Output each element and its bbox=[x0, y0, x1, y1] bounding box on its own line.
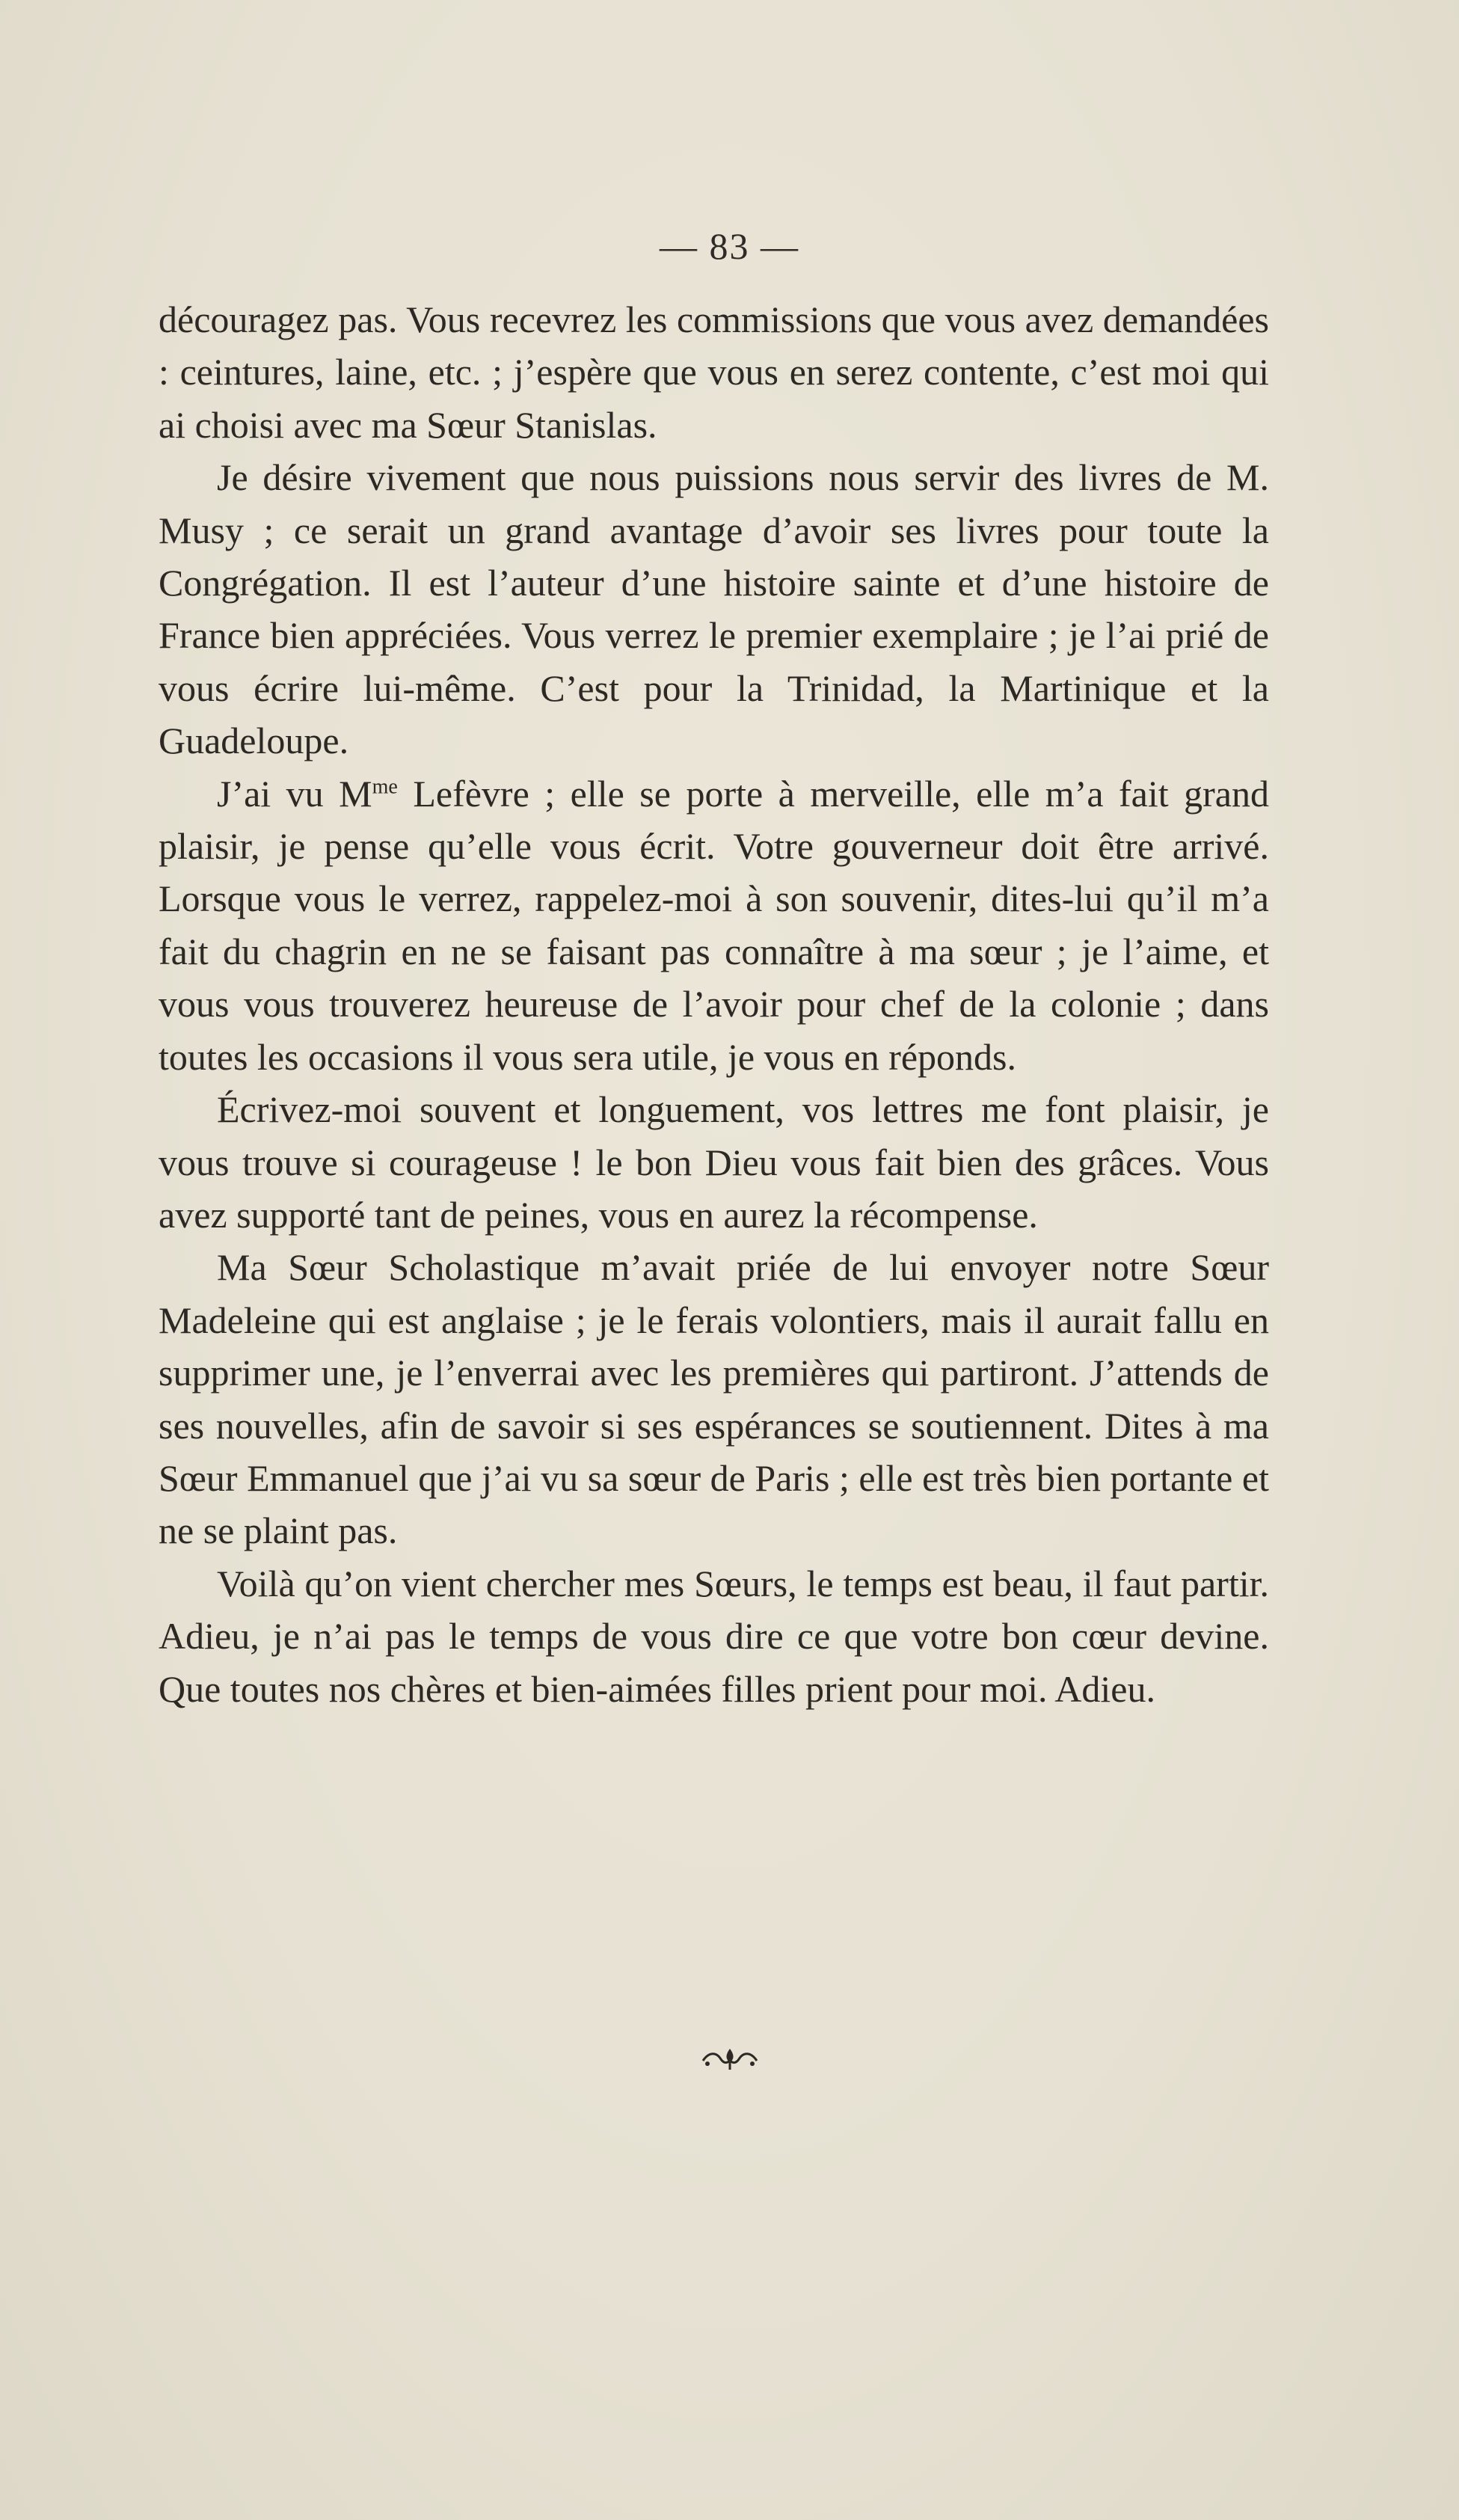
body-text bbox=[159, 293, 1269, 1715]
paragraph-5: Ma Sœur Scholastique m’avait priée de lui envoyer notre Sœur Madeleine qui est anglaise ; je le ferais volontiers, mais il aurait fallu en supprimer une, je l’enverrai avec les premières qui partiront. J’attends de ses nouvelles, afin de savoir si ses espérances se soutiennent. Dites à ma Sœur Emmanuel que j’ai vu sa sœur de Paris ; elle est très bien portante et ne se plaint pas. bbox=[159, 1246, 1269, 1552]
title-abbreviation-superscript: me bbox=[372, 775, 398, 798]
paragraph-3-start: J’ai vu M bbox=[217, 772, 372, 815]
fleuron-ornament bbox=[0, 2046, 1459, 2076]
paragraph-2: Je désire vivement que nous puissions nous servir des livres de M. Musy ; ce serait un grand avantage d’avoir ses livres pour toute la Congrégation. Il est l’auteur d’une histoire sainte et d’une histoire de France bien appréciées. Vous verrez le premier exemplaire ; je l’ai prié de vous écrire lui-même. C’est pour la Trinidad, la Martinique et la Guadeloupe. bbox=[159, 456, 1269, 762]
paragraph-3 bbox=[159, 767, 1269, 1083]
paragraph-1: découragez pas. Vous recevrez les commissions que vous avez demandées : ceintures, laine, etc. ; j’espère que vous en serez contente, c’est moi qui ai choisi avec ma Sœur Stanislas. bbox=[159, 298, 1269, 446]
paragraph-4: Écrivez-moi souvent et longuement, vos lettres me font plaisir, je vous trouve si courageuse ! le bon Dieu vous fait bien des grâces. Vous avez supporté tant de peines, vous en aurez la récompense. bbox=[159, 1088, 1269, 1236]
page-number: — 83 — bbox=[660, 225, 799, 267]
paragraph-3-rest: Lefèvre ; elle se porte à merveille, elle m’a fait grand plaisir, je pense qu’elle vous écrit. Votre gouverneur doit être arrivé. Lorsque vous le verrez, rappelez-moi à son souvenir, dites-lui qu’il m’a fait du chagrin en ne se faisant pas connaître à ma sœur ; je l’aime, et vous vous trouverez heureuse de l’avoir pour chef de la colonie ; dans toutes les occasions il vous sera utile, je vous en réponds. bbox=[159, 772, 1269, 1078]
fleuron-ornament-icon bbox=[700, 2046, 760, 2073]
paragraph-6: Voilà qu’on vient chercher mes Sœurs, le temps est beau, il faut partir. Adieu, je n’ai pas le temps de vous dire ce que votre bon cœur devine. Que toutes nos chères et bien-aimées filles prient pour moi. Adieu. bbox=[159, 1562, 1269, 1710]
